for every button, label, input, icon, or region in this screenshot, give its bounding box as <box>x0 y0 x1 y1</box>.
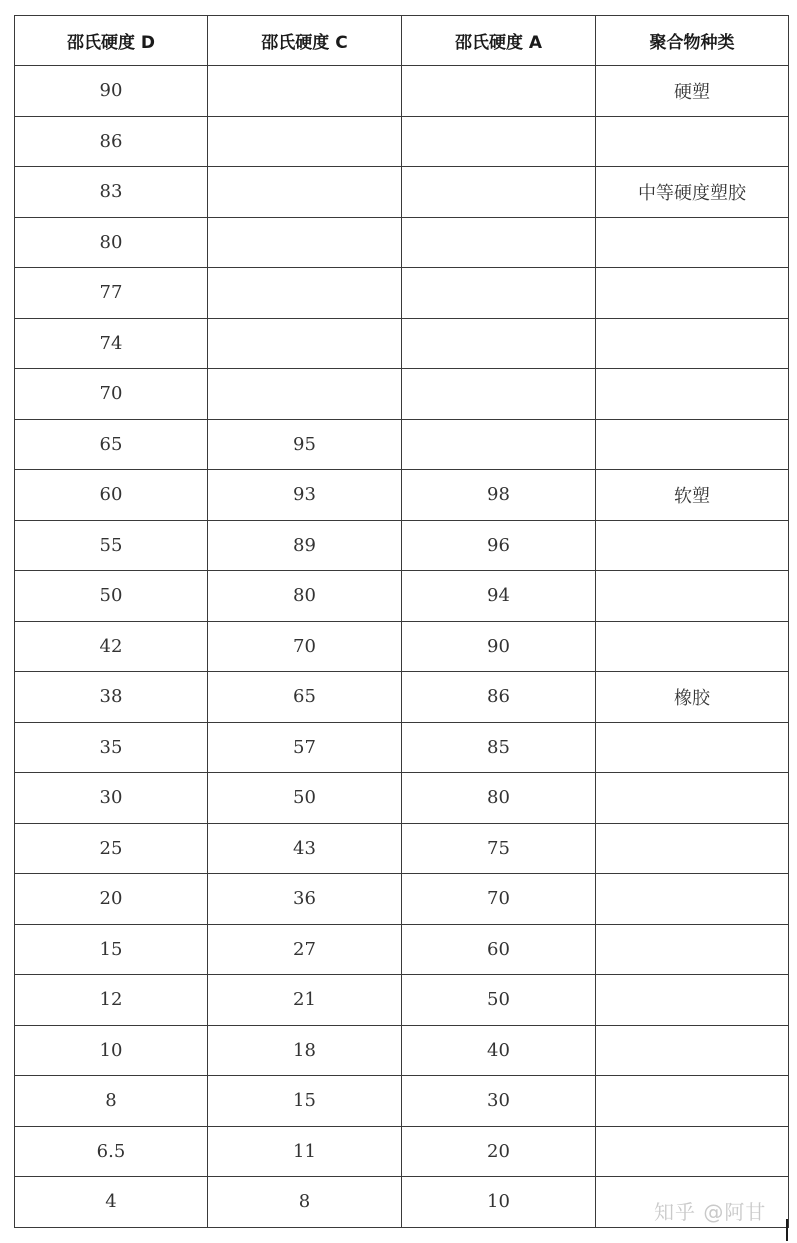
cell-shore-a <box>402 419 596 470</box>
cell-polymer-type <box>596 1076 789 1127</box>
cell-shore-d: 25 <box>15 823 208 874</box>
table-row <box>15 823 789 874</box>
cell-shore-d: 38 <box>15 672 208 723</box>
cell-polymer-type <box>596 1025 789 1076</box>
cell-polymer-type <box>596 1177 789 1228</box>
header-shore-c: 邵氏硬度 C <box>208 16 402 66</box>
cell-shore-a: 75 <box>402 823 596 874</box>
cell-polymer-type <box>596 571 789 622</box>
cell-shore-c: 70 <box>208 621 402 672</box>
cell-shore-c: 43 <box>208 823 402 874</box>
table-row <box>15 571 789 622</box>
cell-shore-d: 42 <box>15 621 208 672</box>
table-row <box>15 268 789 319</box>
cell-polymer-type <box>596 217 789 268</box>
cell-shore-d: 35 <box>15 722 208 773</box>
table-row <box>15 975 789 1026</box>
cell-shore-c <box>208 268 402 319</box>
cell-shore-d: 15 <box>15 924 208 975</box>
table-row <box>15 1076 789 1127</box>
cell-shore-a: 80 <box>402 773 596 824</box>
cell-shore-c: 89 <box>208 520 402 571</box>
table-row <box>15 318 789 369</box>
cell-polymer-type <box>596 116 789 167</box>
cell-shore-a: 94 <box>402 571 596 622</box>
cell-shore-a: 10 <box>402 1177 596 1228</box>
cell-shore-a: 60 <box>402 924 596 975</box>
table-row <box>15 1126 789 1177</box>
cell-polymer-type: 硬塑 <box>596 66 789 117</box>
table-row <box>15 116 789 167</box>
table-body <box>15 66 789 1228</box>
cell-polymer-type <box>596 874 789 925</box>
header-row <box>15 16 789 66</box>
cell-shore-d: 77 <box>15 268 208 319</box>
cell-polymer-type <box>596 924 789 975</box>
cell-shore-c <box>208 167 402 218</box>
cell-shore-c: 21 <box>208 975 402 1026</box>
hardness-comparison-table <box>14 15 789 1228</box>
cell-shore-a <box>402 369 596 420</box>
cell-shore-d: 86 <box>15 116 208 167</box>
cell-shore-d: 60 <box>15 470 208 521</box>
cell-polymer-type <box>596 369 789 420</box>
cell-polymer-type: 软塑 <box>596 470 789 521</box>
cell-shore-a <box>402 268 596 319</box>
cell-shore-a: 86 <box>402 672 596 723</box>
table-row <box>15 672 789 723</box>
cell-shore-a: 20 <box>402 1126 596 1177</box>
cell-shore-d: 12 <box>15 975 208 1026</box>
cell-shore-c: 50 <box>208 773 402 824</box>
header-shore-a: 邵氏硬度 A <box>402 16 596 66</box>
cell-shore-a: 40 <box>402 1025 596 1076</box>
cell-shore-d: 90 <box>15 66 208 117</box>
cell-shore-a: 96 <box>402 520 596 571</box>
cell-shore-a: 50 <box>402 975 596 1026</box>
cell-polymer-type: 中等硬度塑胶 <box>596 167 789 218</box>
edge-divider <box>786 1219 788 1241</box>
cell-shore-a <box>402 167 596 218</box>
cell-shore-a <box>402 66 596 117</box>
cell-polymer-type <box>596 1126 789 1177</box>
table-header <box>15 16 789 66</box>
cell-shore-c: 8 <box>208 1177 402 1228</box>
cell-shore-d: 30 <box>15 773 208 824</box>
cell-polymer-type <box>596 268 789 319</box>
header-polymer-type: 聚合物种类 <box>596 16 789 66</box>
table-row <box>15 66 789 117</box>
cell-shore-a: 30 <box>402 1076 596 1127</box>
cell-shore-d: 70 <box>15 369 208 420</box>
cell-shore-a: 90 <box>402 621 596 672</box>
header-shore-d: 邵氏硬度 D <box>15 16 208 66</box>
table-row <box>15 520 789 571</box>
cell-shore-d: 74 <box>15 318 208 369</box>
table-row <box>15 722 789 773</box>
cell-shore-c: 57 <box>208 722 402 773</box>
cell-shore-a: 98 <box>402 470 596 521</box>
cell-shore-c: 18 <box>208 1025 402 1076</box>
cell-shore-a: 70 <box>402 874 596 925</box>
cell-shore-c <box>208 369 402 420</box>
cell-shore-d: 6.5 <box>15 1126 208 1177</box>
table-row <box>15 419 789 470</box>
cell-polymer-type <box>596 621 789 672</box>
cell-polymer-type <box>596 975 789 1026</box>
cell-shore-d: 4 <box>15 1177 208 1228</box>
cell-shore-c: 27 <box>208 924 402 975</box>
cell-polymer-type <box>596 419 789 470</box>
cell-shore-c: 80 <box>208 571 402 622</box>
table-row <box>15 773 789 824</box>
watermark-text: 知乎 @阿甘 <box>654 1200 767 1224</box>
cell-shore-d: 8 <box>15 1076 208 1127</box>
cell-shore-c <box>208 66 402 117</box>
table-row <box>15 874 789 925</box>
table-row <box>15 470 789 521</box>
table-row <box>15 167 789 218</box>
cell-shore-d: 65 <box>15 419 208 470</box>
table-row <box>15 369 789 420</box>
cell-shore-a <box>402 217 596 268</box>
cell-shore-c <box>208 318 402 369</box>
cell-shore-d: 55 <box>15 520 208 571</box>
cell-shore-d: 10 <box>15 1025 208 1076</box>
cell-shore-a: 85 <box>402 722 596 773</box>
table-row <box>15 1177 789 1228</box>
cell-shore-d: 80 <box>15 217 208 268</box>
cell-shore-c: 95 <box>208 419 402 470</box>
cell-shore-d: 20 <box>15 874 208 925</box>
cell-polymer-type: 橡胶 <box>596 672 789 723</box>
table-row <box>15 217 789 268</box>
table-row <box>15 621 789 672</box>
cell-polymer-type <box>596 520 789 571</box>
cell-polymer-type <box>596 318 789 369</box>
cell-shore-c <box>208 217 402 268</box>
cell-shore-c: 93 <box>208 470 402 521</box>
cell-shore-c <box>208 116 402 167</box>
cell-polymer-type <box>596 823 789 874</box>
cell-shore-c: 65 <box>208 672 402 723</box>
cell-shore-a <box>402 116 596 167</box>
cell-shore-d: 50 <box>15 571 208 622</box>
cell-shore-c: 15 <box>208 1076 402 1127</box>
cell-shore-c: 11 <box>208 1126 402 1177</box>
table-row <box>15 1025 789 1076</box>
cell-shore-a <box>402 318 596 369</box>
cell-polymer-type <box>596 722 789 773</box>
cell-polymer-type <box>596 773 789 824</box>
cell-shore-c: 36 <box>208 874 402 925</box>
cell-shore-d: 83 <box>15 167 208 218</box>
table-row <box>15 924 789 975</box>
